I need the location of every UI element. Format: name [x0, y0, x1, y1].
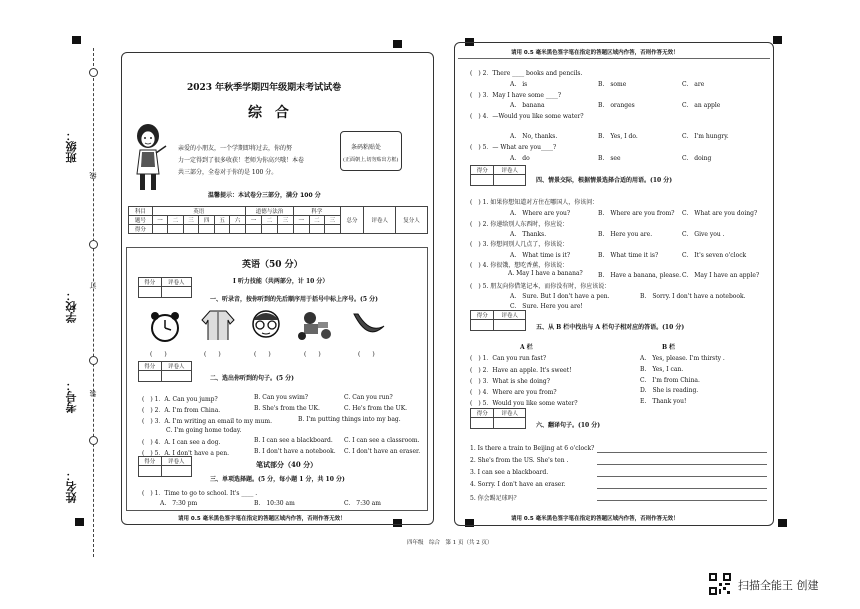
barcode-box: [340, 131, 402, 171]
mc5-q: ( ) 5．— What are you____?: [470, 144, 557, 151]
q2-1a: ( ) 1．A. Can you jump?: [142, 396, 218, 403]
mc2-b: B. some: [598, 81, 627, 88]
q2-4c: C. I can see a classroom.: [344, 437, 420, 444]
registration-mark: [75, 518, 84, 526]
q4-3a: A. What time is it?: [510, 252, 571, 259]
binding-hole: [89, 356, 98, 365]
binding-line: [93, 48, 94, 557]
qr-code-icon: [708, 572, 732, 596]
td: 三: [277, 216, 293, 225]
rater-label: 评卷人: [161, 362, 191, 371]
exam-title: 2023 年秋季学期四年级期末考试试卷: [187, 83, 342, 93]
th-ethics: 道德与法治: [245, 207, 293, 216]
th-total: 总分: [340, 207, 364, 234]
q3-1c: C. 7:30 am: [344, 500, 381, 507]
rater-label: 评卷人: [494, 409, 526, 418]
score-box-5: [470, 310, 526, 331]
mc4-a: A. No, thanks.: [510, 133, 558, 140]
q4-2a: A. Thanks.: [510, 231, 547, 238]
rater-label: 评卷人: [161, 278, 191, 287]
mc2-c: C. are: [682, 81, 705, 88]
registration-mark: [778, 519, 787, 527]
q2-5c: C. I don't have an eraser.: [344, 448, 421, 455]
intro-line-2: 力一定得到了很多收获！老师为你高兴哦！本卷: [178, 157, 305, 164]
mc2-q: ( ) 2．There ____ books and pencils.: [470, 70, 583, 77]
q4-1c: C. What are you doing?: [682, 210, 758, 217]
q4-3b: B. What time it is?: [598, 252, 659, 259]
q5a-3: ( ) 3．What is she doing?: [470, 378, 550, 385]
th-rechecker: 复分人: [396, 207, 428, 234]
listening-title: Ⅰ 听力技能（共两部分，计 10 分）: [233, 278, 329, 285]
mc4-q: ( ) 4．—Would you like some water?: [470, 113, 584, 120]
score-label: 得分: [471, 409, 494, 418]
rater-label: 评卷人: [161, 457, 191, 466]
answer-paren-5[interactable]: ( ): [358, 351, 375, 358]
binding-hole: [89, 436, 98, 445]
mc5-a: A. do: [510, 155, 530, 162]
score-label: 得分: [471, 166, 494, 175]
answer-line-4[interactable]: [597, 488, 767, 489]
score-label: 得分: [139, 362, 162, 371]
boy-glasses-picture: [248, 308, 284, 340]
q5b-b: B. Yes, I can.: [640, 366, 684, 373]
intro-line-3: 共三部分，全卷对于你的是 100 分。: [178, 169, 278, 176]
q3-1a: A. 7:30 pm: [160, 500, 198, 507]
q2-title: 二、选出你听到的句子。(5 分): [210, 375, 294, 382]
th-science: 科学: [294, 207, 341, 216]
left-footer: 请用 0.5 毫米黑色签字笔在指定的答题区域内作答，否则作答无效！: [178, 516, 346, 522]
q2-5a: ( ) 5．A. I don't have a pen.: [142, 450, 230, 457]
order-char: 订: [89, 282, 97, 289]
binding-hole: [89, 68, 98, 77]
q4-4c: C. May I have an apple?: [682, 272, 760, 279]
td: 二: [168, 216, 184, 225]
td: 六: [230, 216, 246, 225]
q4-1b: B. Where are you from?: [598, 210, 675, 217]
td: 一: [152, 216, 168, 225]
girl-illustration: [128, 122, 170, 194]
right-header: 请用 0.5 毫米黑色签字笔在指定的答题区域内作答，否则作答无效！: [511, 50, 679, 56]
bind-char: 装: [89, 390, 97, 397]
mc4-b: B. Yes, I do.: [598, 133, 638, 140]
td: 五: [214, 216, 230, 225]
td-qno: 题号: [129, 216, 153, 225]
td: 四: [199, 216, 215, 225]
registration-mark: [393, 40, 402, 48]
barcode-label: 条码粘贴处: [351, 144, 382, 151]
score-box-6: [470, 408, 526, 429]
q2-4a: ( ) 4．A. I can see a dog.: [142, 439, 221, 446]
answer-line-2[interactable]: [597, 464, 767, 465]
answer-paren-3[interactable]: ( ): [254, 351, 271, 358]
mc5-c: C. doing: [682, 155, 712, 162]
english-title: 英语（50 分）: [242, 260, 303, 270]
score-label: 得分: [471, 311, 494, 320]
registration-mark: [773, 36, 782, 44]
q6-3: 3. I can see a blackboard.: [470, 469, 549, 476]
a-column-label: A 栏: [520, 344, 533, 351]
mc5-b: B. see: [598, 155, 621, 162]
school-label: 学校：: [65, 290, 78, 323]
hint: 温馨提示：本试卷分三部分，满分 100 分: [208, 192, 321, 199]
scanner-watermark: 扫描全能王 创建: [738, 579, 819, 592]
score-label: 得分: [139, 457, 162, 466]
td: 二: [309, 216, 325, 225]
q6-2: 2. She's from the US. She's ten .: [470, 457, 569, 464]
q4-3: ( ) 3. 你想问别人几点了，你该说：: [470, 241, 569, 248]
q2-4b: B. I can see a blackboard.: [254, 437, 333, 444]
q4-2: ( ) 2. 你递给别人东西时，你应说：: [470, 221, 569, 228]
subject-title: 综 合: [248, 105, 293, 121]
q5a-4: ( ) 4．Where are you from?: [470, 389, 557, 396]
class-label: 班级：: [65, 130, 78, 163]
line-char: 线: [89, 172, 97, 179]
q3-1b: B. 10:30 am: [254, 500, 295, 507]
q4-4b: B. Have a banana, please.: [598, 272, 681, 279]
q4-3c: C. It's seven o'clock: [682, 252, 747, 259]
q6-1: 1. Is there a train to Beijing at 6 o'clock?: [470, 445, 595, 452]
td: 一: [245, 216, 261, 225]
q3-title: 三、单项选择题。(5 分，每小题 1 分，共 10 分): [210, 476, 345, 483]
q2-1c: C. Can you run?: [344, 394, 393, 401]
jacket-picture: [200, 308, 236, 340]
td: 二: [261, 216, 277, 225]
q5a-5: ( ) 5．Would you like some water?: [470, 400, 578, 407]
q5b-d: D. She is reading.: [640, 387, 699, 394]
q6-5: 5. 你会踢足球吗？: [470, 495, 520, 502]
q4-2c: C. Give you .: [682, 231, 725, 238]
q4-title: 四、情景交际，根据情景选择合适的用语。(10 分): [536, 177, 673, 184]
q4-4: ( ) 4. 你很饿，想吃香蕉，你该说：: [470, 262, 569, 269]
th-subject: 科目: [129, 207, 153, 216]
answer-paren-1[interactable]: ( ): [150, 351, 167, 358]
q5-title: 五、从 B 栏中找出与 A 栏句子相对应的答语。(10 分): [536, 324, 685, 331]
q4-1: ( ) 1. 如果你想知道对方住在哪国人，你该问：: [470, 199, 599, 206]
intro-line-1: 亲爱的小朋友，一个学期即将过去，你的努: [178, 145, 293, 152]
q3-1: ( ) 1．Time to go to school. It's ____ .: [142, 490, 258, 497]
q6-title: 六、翻译句子。(10 分): [536, 422, 601, 429]
th-english: 英语: [152, 207, 245, 216]
answer-paren-4[interactable]: ( ): [304, 351, 321, 358]
answer-paren-2[interactable]: ( ): [204, 351, 221, 358]
binding-hole: [89, 240, 98, 249]
q2-2b: B. She's from the UK.: [254, 405, 320, 412]
q2-3c: C. I'm going home today.: [166, 427, 242, 434]
mc3-b: B. oranges: [598, 102, 635, 109]
mc2-a: A. is: [510, 81, 528, 88]
q2-3b: B. I'm putting things into my bag.: [298, 416, 401, 423]
q4-5c: C. Sure. Here you are!: [510, 303, 583, 310]
q2-5b: B. I don't have a notebook.: [254, 448, 336, 455]
score-box-2: [138, 361, 192, 382]
td-score: 得分: [129, 225, 153, 234]
written-title: 笔试部分（40 分）: [256, 460, 318, 469]
exam-no-label: 考号：: [65, 380, 78, 413]
q4-4a: A. May I have a banana?: [508, 270, 583, 277]
q4-1a: A. Where are you?: [510, 210, 571, 217]
mc3-a: A. banana: [510, 102, 545, 109]
q4-5: ( ) 5. 朋友向你借笔记本，而你没有时，你应该说：: [470, 283, 611, 290]
q2-2c: C. He's from the UK.: [344, 405, 408, 412]
answer-line-5[interactable]: [597, 500, 767, 501]
q2-3a: ( ) 3．A. I'm writing an email to my mum.: [142, 418, 273, 425]
td: 一: [294, 216, 310, 225]
name-label: 姓名：: [65, 470, 78, 503]
score-label: 得分: [139, 278, 162, 287]
page-number: 四年级 综合 第 1 页（共 2 页）: [407, 540, 493, 546]
mc3-q: ( ) 3．May I have some ____?: [470, 92, 562, 99]
toys-picture: [296, 308, 332, 340]
answer-line-1[interactable]: [597, 452, 767, 453]
q4-5a: A. Sure. But I don't have a pen.: [510, 293, 610, 300]
q5b-a: A. Yes, please. I'm thirsty .: [640, 355, 725, 362]
right-footer: 请用 0.5 毫米黑色签字笔在指定的答题区域内作答，否则作答无效！: [511, 516, 679, 522]
registration-mark: [72, 36, 81, 44]
q2-2a: ( ) 2．A. I'm from China.: [142, 407, 221, 414]
q2-1b: B. Can you swim?: [254, 394, 308, 401]
score-box-3: [138, 456, 192, 477]
mc3-c: C. an apple: [682, 102, 721, 109]
score-table: [128, 206, 428, 234]
td: 三: [325, 216, 341, 225]
barcode-note: (正面朝上,切勿贴出方框): [343, 157, 399, 163]
score-box-1: [138, 277, 192, 298]
clock-picture: [147, 310, 183, 342]
q5b-c: C. I'm from China.: [640, 377, 700, 384]
rater-label: 评卷人: [494, 166, 526, 175]
rater-label: 评卷人: [494, 311, 526, 320]
q1-title: 一、听录音，按你听到的先后顺序用于括号中标上序号。(5 分): [210, 296, 378, 303]
q5b-e: E. Thank you!: [640, 398, 687, 405]
q5a-2: ( ) 2．Have an apple. It's sweet!: [470, 367, 572, 374]
score-box-4: [470, 165, 526, 186]
b-column-label: B 栏: [662, 344, 676, 351]
q4-2b: B. Here you are.: [598, 231, 653, 238]
banana-picture: [350, 308, 386, 340]
answer-line-3[interactable]: [597, 476, 767, 477]
th-rater: 评卷人: [364, 207, 396, 234]
q5a-1: ( ) 1．Can you run fast?: [470, 355, 547, 362]
divider: [458, 58, 770, 59]
q6-4: 4. Sorry. I don't have an eraser.: [470, 481, 566, 488]
td: 三: [183, 216, 199, 225]
q4-5b: B. Sorry. I don't have a notebook.: [640, 293, 746, 300]
mc4-c: C. I'm hungry.: [682, 133, 729, 140]
